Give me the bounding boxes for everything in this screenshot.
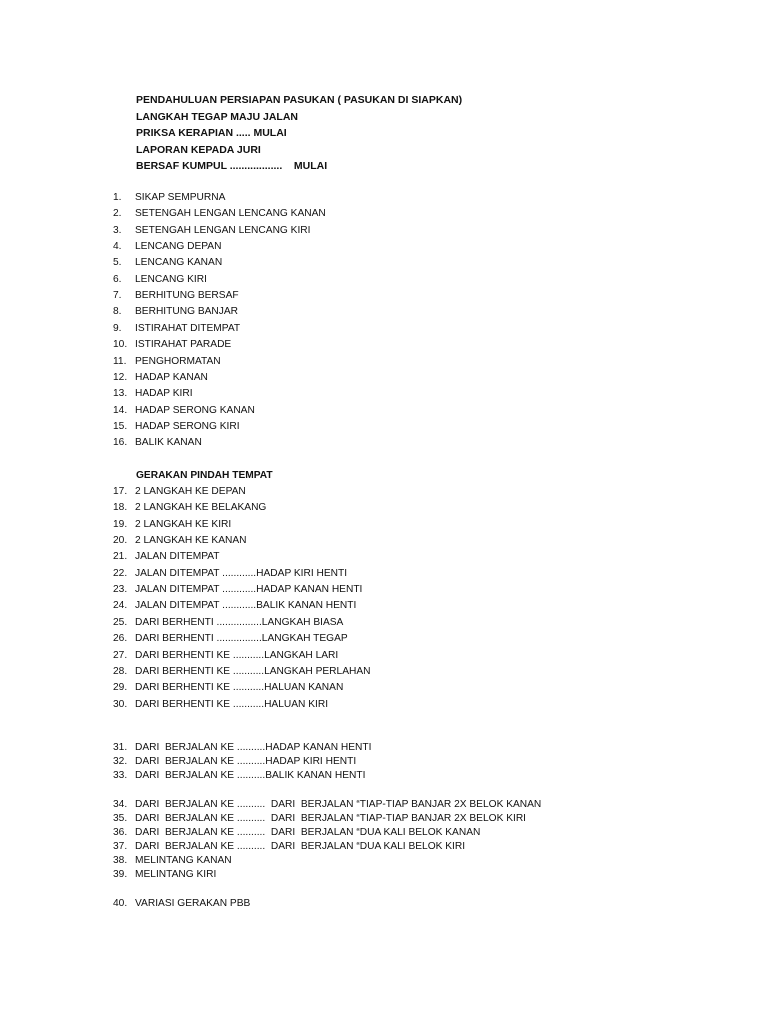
list-item: [113, 550, 220, 564]
item-text: SETENGAH LENGAN LENCANG KIRI: [135, 224, 311, 236]
list-item: [113, 240, 221, 254]
list-item: [113, 897, 250, 911]
item-text: DARI BERJALAN KE ..........HADAP KIRI HENTI: [135, 756, 357, 767]
item-text: ISTIRAHAT DITEMPAT: [135, 322, 241, 334]
item-text: LENCANG DEPAN: [135, 241, 222, 253]
list-item: [113, 840, 465, 854]
item-number: 4.: [113, 241, 122, 253]
item-number: 28.: [113, 665, 128, 677]
header-line: PRIKSA KERAPIAN ..... MULAI: [136, 127, 287, 139]
item-text: DARI BERHENTI KE ...........LANGKAH PERLAHAN: [135, 665, 371, 677]
item-number: 27.: [113, 649, 128, 661]
item-text: BERHITUNG BERSAF: [135, 290, 239, 302]
item-number: 26.: [113, 633, 128, 645]
item-number: 18.: [113, 502, 128, 514]
item-number: 6.: [113, 273, 122, 285]
item-text: MELINTANG KIRI: [135, 869, 217, 880]
item-text: HADAP SERONG KIRI: [135, 420, 240, 432]
item-number: 15.: [113, 420, 128, 432]
list-item: [113, 826, 480, 840]
item-number: 16.: [113, 437, 128, 449]
item-text: VARIASI GERAKAN PBB: [135, 898, 251, 909]
list-item: [113, 741, 371, 755]
item-number: 38.: [113, 855, 128, 866]
list-item: [113, 769, 365, 783]
list-item: [113, 322, 240, 336]
item-number: 14.: [113, 404, 128, 416]
item-number: 23.: [113, 584, 128, 596]
item-number: 30.: [113, 698, 128, 710]
item-number: 1.: [113, 192, 122, 203]
list-item: [113, 649, 338, 663]
item-number: 39.: [113, 869, 128, 880]
item-number: 7.: [113, 290, 122, 302]
item-number: 13.: [113, 388, 128, 400]
item-text: DARI BERHENTI KE ...........HALUAN KIRI: [135, 698, 329, 710]
list-item: [113, 583, 362, 597]
item-number: 22.: [113, 567, 128, 579]
list-item: [113, 681, 343, 695]
list-item: [113, 868, 216, 882]
item-number: 31.: [113, 742, 128, 753]
item-number: 5.: [113, 257, 122, 269]
list-item: [113, 632, 348, 646]
item-number: 32.: [113, 756, 128, 767]
list-item: [113, 338, 231, 352]
item-text: HADAP KIRI: [135, 388, 193, 400]
list-item: [113, 305, 238, 319]
item-number: 12.: [113, 371, 128, 383]
list-item: [113, 518, 231, 532]
item-text: DARI BERJALAN KE .......... DARI BERJALAN “DUA KALI BELOK KIRI: [135, 841, 466, 852]
list-item: [113, 698, 328, 712]
item-text: SETENGAH LENGAN LENCANG KANAN: [135, 208, 326, 220]
list-item: [113, 289, 239, 303]
item-number: 24.: [113, 600, 128, 612]
item-text: 2 LANGKAH KE DEPAN: [135, 486, 246, 497]
list-item: [113, 387, 193, 401]
item-number: 17.: [113, 486, 128, 497]
section-title: GERAKAN PINDAH TEMPAT: [136, 470, 273, 481]
item-number: 20.: [113, 535, 128, 547]
item-text: 2 LANGKAH KE BELAKANG: [135, 502, 267, 514]
item-number: 8.: [113, 306, 122, 318]
item-text: HADAP KANAN: [135, 371, 208, 383]
header-line: LAPORAN KEPADA JURI: [136, 143, 261, 156]
item-text: BALIK KANAN: [135, 437, 202, 449]
list-item: [113, 273, 207, 287]
list-item: [113, 854, 232, 868]
item-text: DARI BERJALAN KE ..........BALIK KANAN HENTI: [135, 770, 366, 781]
item-number: 21.: [113, 551, 128, 563]
item-text: DARI BERJALAN KE .......... DARI BERJALAN “DUA KALI BELOK KANAN: [135, 827, 481, 838]
item-text: BERHITUNG BANJAR: [135, 306, 239, 318]
item-text: MELINTANG KANAN: [135, 855, 232, 866]
list-item: [113, 485, 246, 499]
list-item: [113, 436, 202, 450]
item-number: 35.: [113, 813, 128, 824]
list-item: [113, 534, 247, 548]
list-item: [113, 256, 222, 270]
list-item: [113, 355, 221, 369]
item-text: PENGHORMATAN: [135, 355, 221, 367]
list-item: [113, 371, 208, 385]
list-item: [113, 599, 356, 613]
item-number: 37.: [113, 841, 128, 852]
item-text: ISTIRAHAT PARADE: [135, 339, 232, 351]
item-number: 9.: [113, 322, 122, 334]
item-text: JALAN DITEMPAT ............HADAP KIRI HENTI: [135, 567, 348, 579]
list-item: [113, 665, 371, 679]
list-item: [113, 404, 255, 418]
list-item: [113, 755, 356, 769]
item-number: 40.: [113, 898, 128, 909]
list-item: [113, 812, 526, 826]
item-text: DARI BERHENTI KE ...........LANGKAH LARI: [135, 649, 339, 661]
list-item: [113, 420, 240, 434]
item-number: 2.: [113, 208, 122, 220]
item-text: 2 LANGKAH KE KANAN: [135, 535, 247, 547]
list-item: [113, 798, 541, 812]
item-number: 25.: [113, 616, 128, 628]
list-item: [113, 191, 225, 205]
item-text: DARI BERJALAN KE .......... DARI BERJALAN “TIAP-TIAP BANJAR 2X BELOK KIRI: [135, 813, 527, 824]
list-item: [113, 616, 343, 630]
item-text: HADAP SERONG KANAN: [135, 404, 255, 416]
item-text: SIKAP SEMPURNA: [135, 192, 226, 203]
list-item: [113, 567, 347, 581]
item-number: 36.: [113, 827, 128, 838]
item-text: JALAN DITEMPAT: [135, 551, 220, 563]
item-text: DARI BERJALAN KE ..........HADAP KANAN HENTI: [135, 742, 372, 753]
item-text: 2 LANGKAH KE KIRI: [135, 518, 232, 530]
item-number: 19.: [113, 518, 128, 530]
header-line: BERSAF KUMPUL .................. MULAI: [136, 160, 328, 172]
header-line: LANGKAH TEGAP MAJU JALAN: [136, 110, 298, 123]
item-text: DARI BERHENTI ................LANGKAH TEGAP: [135, 633, 348, 645]
item-number: 10.: [113, 339, 128, 351]
header-line: PENDAHULUAN PERSIAPAN PASUKAN ( PASUKAN DI SIAPKAN): [136, 94, 463, 106]
item-number: 34.: [113, 799, 128, 810]
item-number: 3.: [113, 224, 122, 236]
item-text: LENCANG KIRI: [135, 273, 207, 285]
list-item: [113, 501, 266, 515]
item-number: 11.: [113, 355, 127, 367]
list-item: [113, 224, 311, 238]
list-item: [113, 207, 326, 221]
item-text: JALAN DITEMPAT ............HADAP KANAN HENTI: [135, 584, 363, 596]
item-text: DARI BERHENTI ................LANGKAH BIASA: [135, 616, 344, 628]
item-number: 29.: [113, 682, 128, 694]
item-text: JALAN DITEMPAT ............BALIK KANAN HENTI: [135, 600, 357, 612]
item-number: 33.: [113, 770, 128, 781]
item-text: DARI BERHENTI KE ...........HALUAN KANAN: [135, 682, 344, 694]
item-text: DARI BERJALAN KE .......... DARI BERJALAN “TIAP-TIAP BANJAR 2X BELOK KANAN: [135, 799, 542, 810]
item-text: LENCANG KANAN: [135, 257, 223, 269]
document-header: [136, 92, 462, 175]
